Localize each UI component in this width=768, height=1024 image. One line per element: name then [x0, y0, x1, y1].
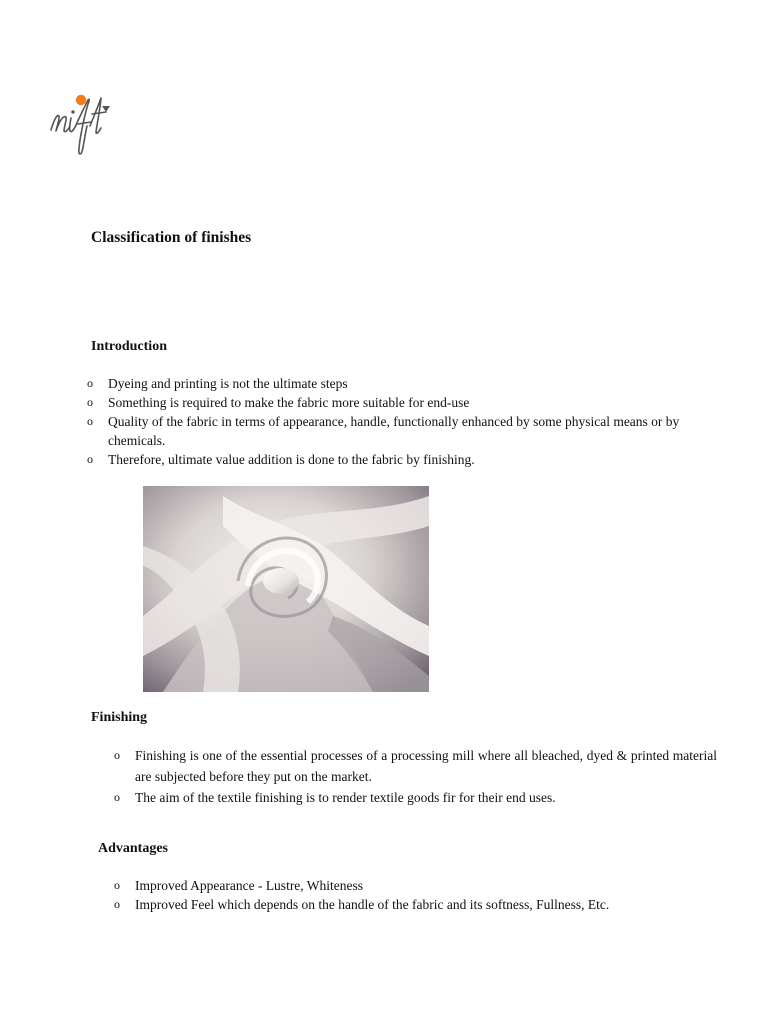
list-item-text: Improved Feel which depends on the handle of the fabric and its softness, Fullness, Etc. [135, 897, 610, 912]
list-item [114, 876, 717, 895]
section-heading-finishing: Finishing [91, 710, 148, 725]
list-item-text: Something is required to make the fabric more suitable for end-use [108, 395, 470, 410]
bullet-marker: o [87, 414, 93, 428]
bullet-marker: o [114, 790, 120, 804]
list-item [114, 895, 717, 914]
list-item [87, 450, 717, 469]
list-item-text: Improved Appearance - Lustre, Whiteness [135, 878, 364, 893]
list-item-text: Dyeing and printing is not the ultimate steps [108, 376, 348, 391]
nift-logo [44, 90, 116, 162]
bullet-marker: o [87, 395, 93, 409]
fabric-photo [143, 486, 429, 692]
list-item-text: Finishing is one of the essential processes of a processing mill where all bleached, dyed & printed material are subjected before they put on the market. [135, 748, 717, 784]
section-heading-introduction: Introduction [91, 339, 167, 354]
bullet-marker: o [114, 878, 120, 892]
finishing-list [114, 745, 717, 808]
bullet-marker: o [87, 452, 93, 466]
list-item-text: Therefore, ultimate value addition is done to the fabric by finishing. [108, 452, 475, 467]
section-heading-advantages: Advantages [98, 841, 169, 856]
list-item [114, 745, 717, 787]
list-item [87, 374, 717, 393]
page-title: Classification of finishes [91, 229, 252, 246]
fabric-photo-icon [143, 486, 429, 692]
nift-logo-icon [44, 90, 116, 162]
list-item [87, 412, 717, 450]
introduction-list [87, 374, 717, 469]
bullet-marker: o [114, 748, 120, 762]
list-item-text: Quality of the fabric in terms of appearance, handle, functionally enhanced by some physical means or by chemicals. [108, 414, 680, 448]
bullet-marker: o [114, 897, 120, 911]
bullet-marker: o [87, 376, 93, 390]
advantages-list [114, 876, 717, 914]
list-item [114, 787, 717, 808]
list-item [87, 393, 717, 412]
list-item-text: The aim of the textile finishing is to render textile goods fir for their end uses. [135, 790, 556, 805]
